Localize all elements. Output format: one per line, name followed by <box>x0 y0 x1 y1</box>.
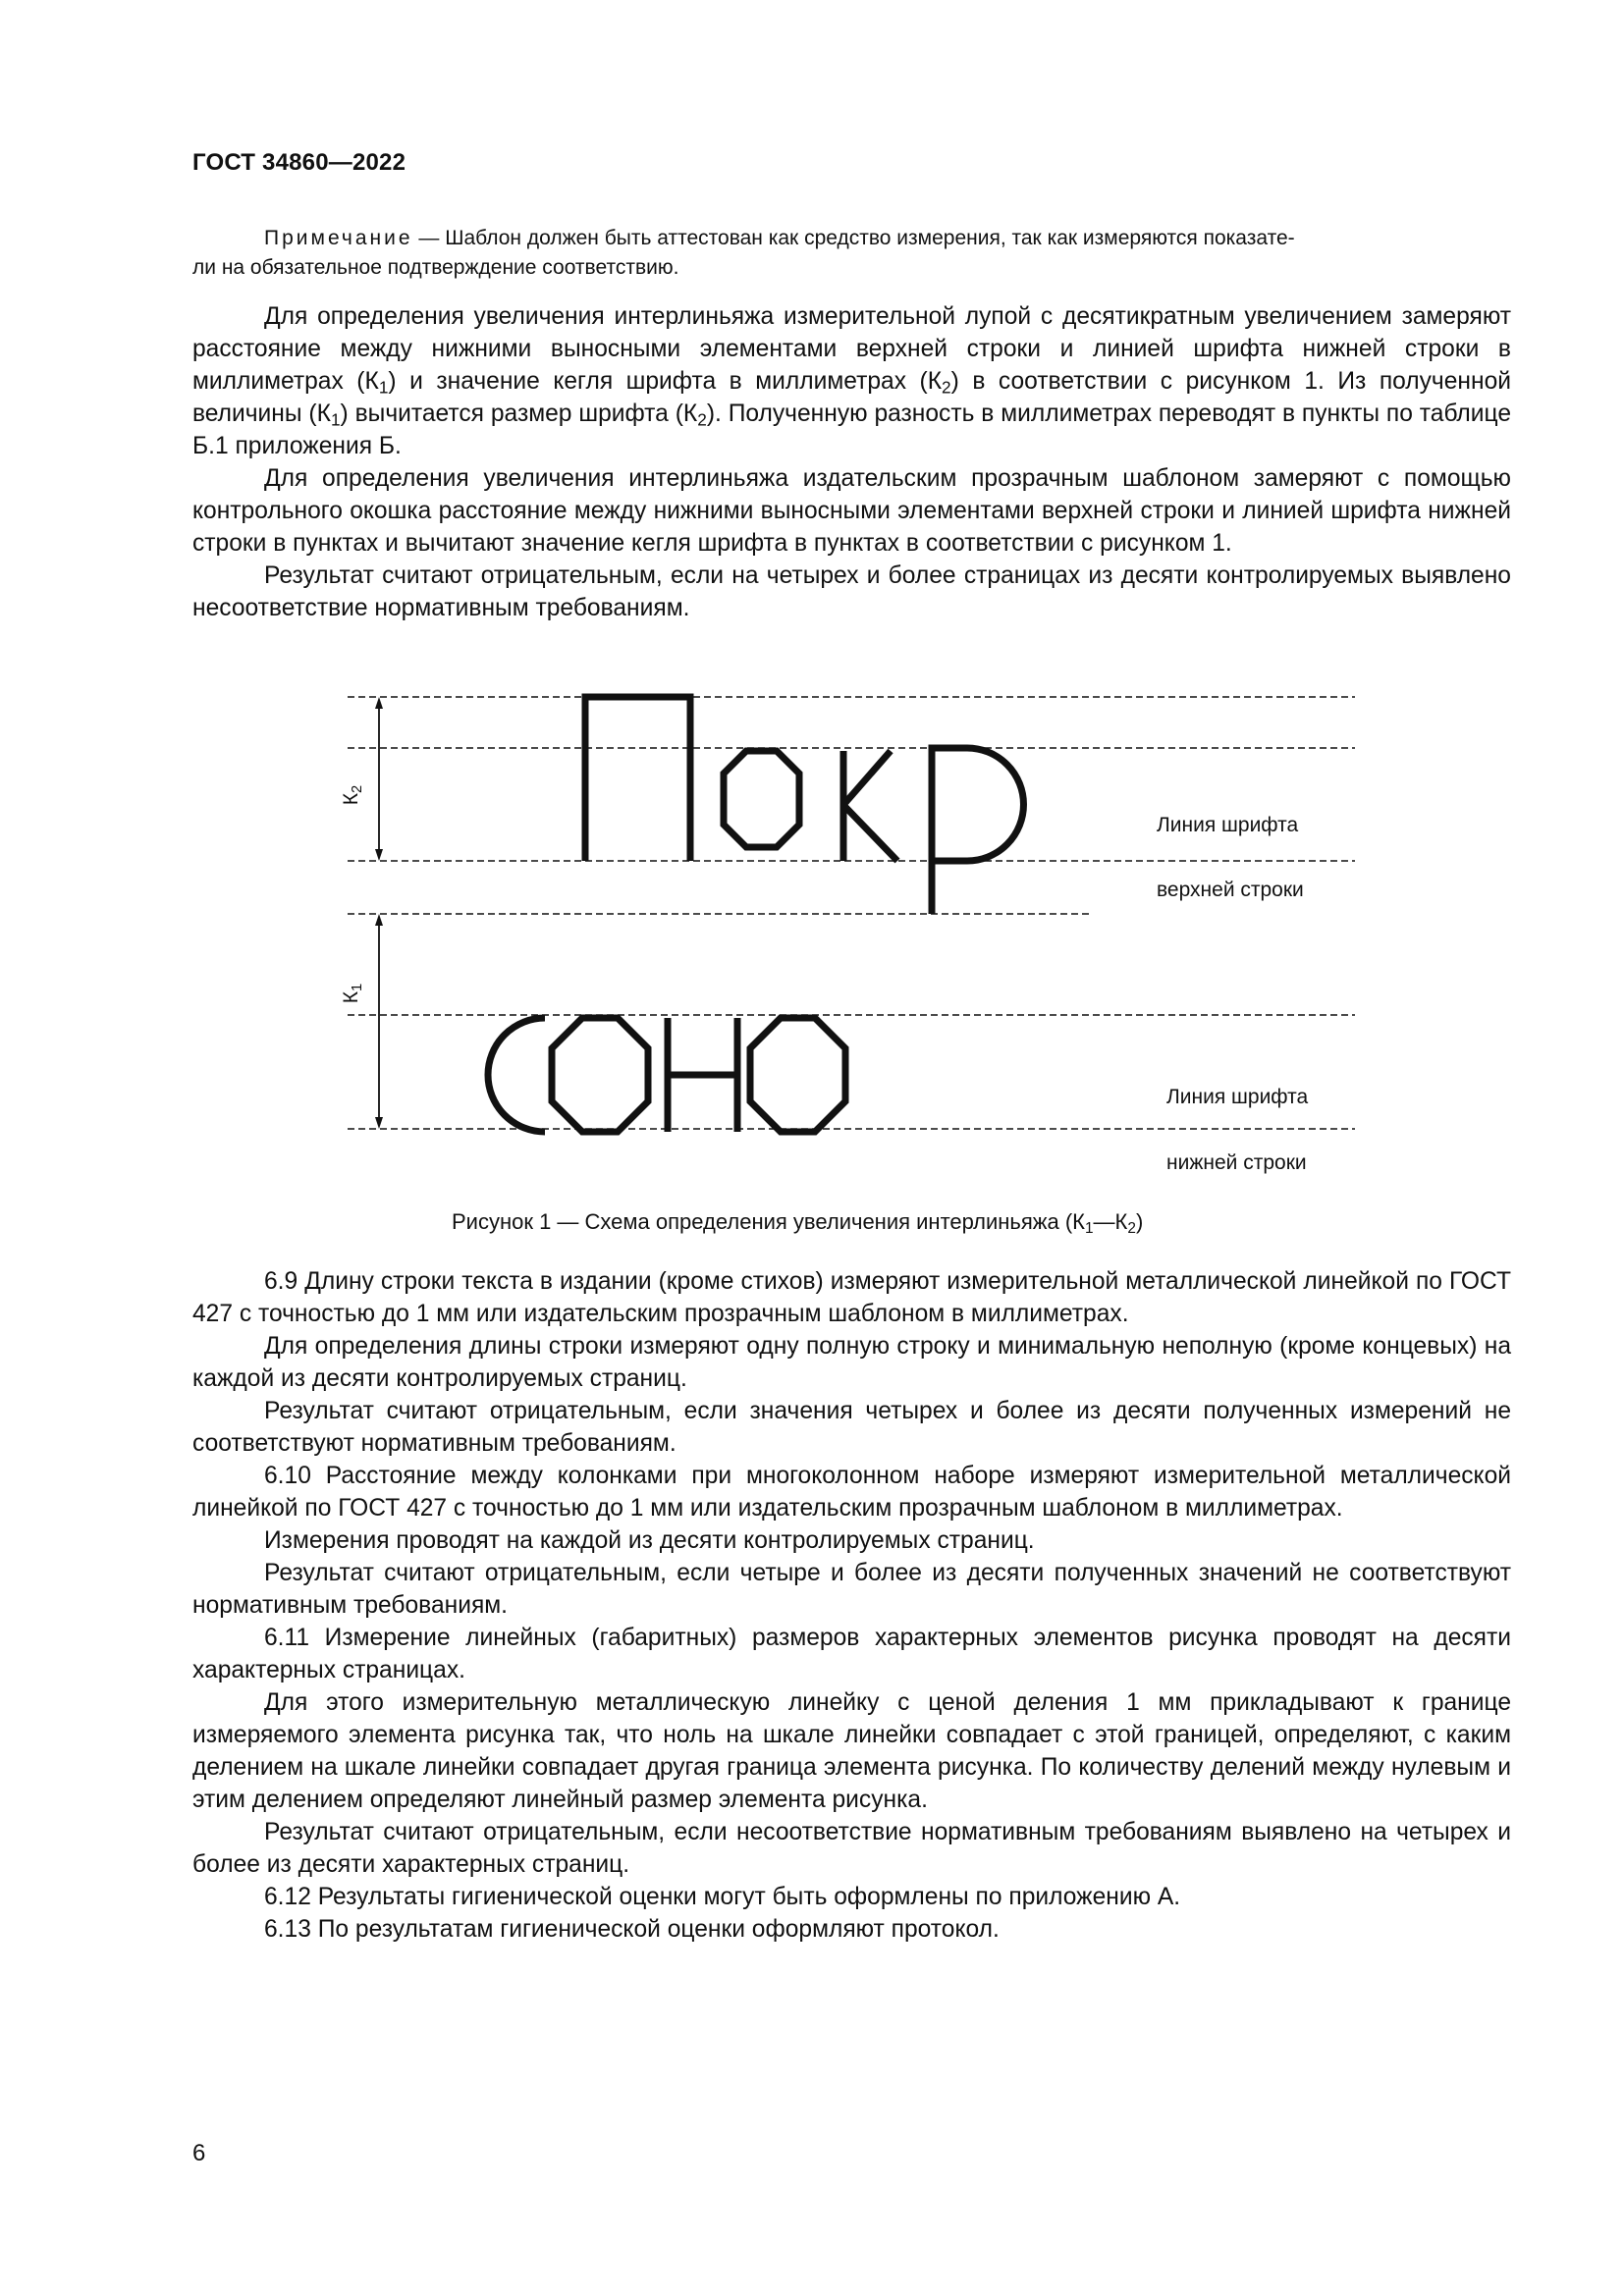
subscript: 2 <box>942 377 951 398</box>
label-baseline-bottom-line2: нижней строки <box>1166 1151 1307 1174</box>
note-line <box>192 224 1511 253</box>
paragraph-6-11: 6.11 Измерение линейных (габаритных) размеров характерных элементов рисунка проводят на десяти характерных страницах. <box>192 1625 1511 1683</box>
letter-o <box>552 1018 648 1132</box>
paragraph-6-12: 6.12 Результаты гигиенической оценки могут быть оформлены по приложению А. <box>264 1884 1181 1910</box>
figure-caption <box>452 1209 1143 1235</box>
subscript: 2 <box>1127 1219 1136 1237</box>
paragraph-text: ). Полученную разность в миллиметрах переводят в пункты по таблице Б.1 приложения Б. <box>192 400 1511 459</box>
text-block-1 <box>192 300 1511 624</box>
paragraph-result: Результат считают отрицательным, если на четырех и более страницах из десяти контролируемых выявлено несоответствие нормативным требованиям. <box>192 562 1511 621</box>
letter-o <box>750 1018 845 1132</box>
paragraph-text: ) и значение кегля шрифта в миллиметрах (К <box>388 368 943 395</box>
paragraph: Для этого измерительную металлическую линейку с ценой деления 1 мм прикладывают к границе измеряемого элемента рисунка так, что ноль на шкале линейки совпадает с этой границей, определяют, с каким делением на шкале линейки совпадает другая граница элемента рисунка. По количеству делений между нулевым и этим делением определяют линейный размер элемента рисунка. <box>192 1689 1511 1813</box>
paragraph-lupa <box>192 300 1511 462</box>
subscript: 1 <box>378 377 389 398</box>
letter-k <box>843 751 897 861</box>
note-text-continued: ли на обязательное подтверждение соответствию. <box>192 256 679 279</box>
subscript: 2 <box>697 409 707 430</box>
paragraph: Результат считают отрицательным, если несоответствие нормативным требованиям выявлено на четырех и более из десяти характерных страниц. <box>192 1819 1511 1878</box>
letter-p <box>585 697 690 861</box>
note <box>192 224 1511 283</box>
label-baseline-bottom-line1: Линия шрифта <box>1166 1086 1309 1108</box>
figure-interline-scheme <box>334 682 1394 1193</box>
note-label: Примечание <box>264 227 413 249</box>
letter-o <box>724 751 799 847</box>
label-baseline-top-line2: верхней строки <box>1157 879 1304 901</box>
paragraph-6-13: 6.13 По результатам гигиенической оценки оформляют протокол. <box>264 1916 1000 1943</box>
paragraph-template: Для определения увеличения интерлиньяжа издательским прозрачным шаблоном замеряют с помощью контрольного окошка расстояние между нижними выносными элементами верхней строки и линией шрифта нижней строки в пунктах и вычитают значение кегля шрифта в пунктах в соответствии с рисунком 1. <box>192 465 1511 557</box>
paragraph-text: Для определения увеличения интерлиньяжа измерительной лупой с десятикратным увеличением замеряют расстояние между нижними выносными элементами верхней строки и линией шрифта нижней строки в миллиметрах (К <box>192 303 1511 395</box>
caption-text: Рисунок 1 — Схема определения увеличения интерлиньяжа (К <box>452 1209 1085 1234</box>
paragraph-text: ) в соответствии с рисунком 1. Из полученной величины (К <box>192 368 1511 427</box>
paragraph: Результат считают отрицательным, если четыре и более из десяти полученных значений не соответствуют нормативным требованиям. <box>192 1560 1511 1619</box>
document-header: ГОСТ 34860—2022 <box>192 149 406 176</box>
text-block-2 <box>192 1265 1511 1946</box>
paragraph-text: ) вычитается размер шрифта (К <box>340 400 698 427</box>
paragraph-6-10: 6.10 Расстояние между колонками при многоколонном наборе измеряют измерительной металлической линейкой по ГОСТ 427 с точностью до 1 мм или издательским прозрачным шаблоном в миллиметрах. <box>192 1463 1511 1522</box>
paragraph-6-9: 6.9 Длину строки текста в издании (кроме стихов) измеряют измерительной металлической линейкой по ГОСТ 427 с точностью до 1 мм или издательским прозрачным шаблоном в миллиметрах. <box>192 1268 1511 1327</box>
caption-text: ) <box>1135 1209 1144 1234</box>
paragraph: Результат считают отрицательным, если значения четырех и более из десяти полученных измерений не соответствуют нормативным требованиям. <box>192 1398 1511 1457</box>
letter-r <box>932 748 1023 914</box>
subscript: 1 <box>330 409 341 430</box>
letter-s <box>488 1018 545 1132</box>
caption-text: —К <box>1093 1209 1128 1234</box>
k2-label: $К_2$ <box>340 784 365 806</box>
page-number: 6 <box>192 2140 206 2166</box>
label-baseline-top-line1: Линия шрифта <box>1157 814 1299 836</box>
figure-drawing <box>334 682 1394 1193</box>
subscript: 1 <box>1084 1219 1094 1237</box>
letter-n <box>668 1018 737 1132</box>
note-text: — Шаблон должен быть аттестован как средство измерения, так как измеряются показате- <box>412 227 1295 249</box>
paragraph: Для определения длины строки измеряют одну полную строку и минимальную неполную (кроме концевых) на каждой из десяти контролируемых страниц. <box>192 1333 1511 1392</box>
k1-label: $К_1$ <box>340 983 365 1004</box>
paragraph: Измерения проводят на каждой из десяти контролируемых страниц. <box>264 1527 1035 1554</box>
